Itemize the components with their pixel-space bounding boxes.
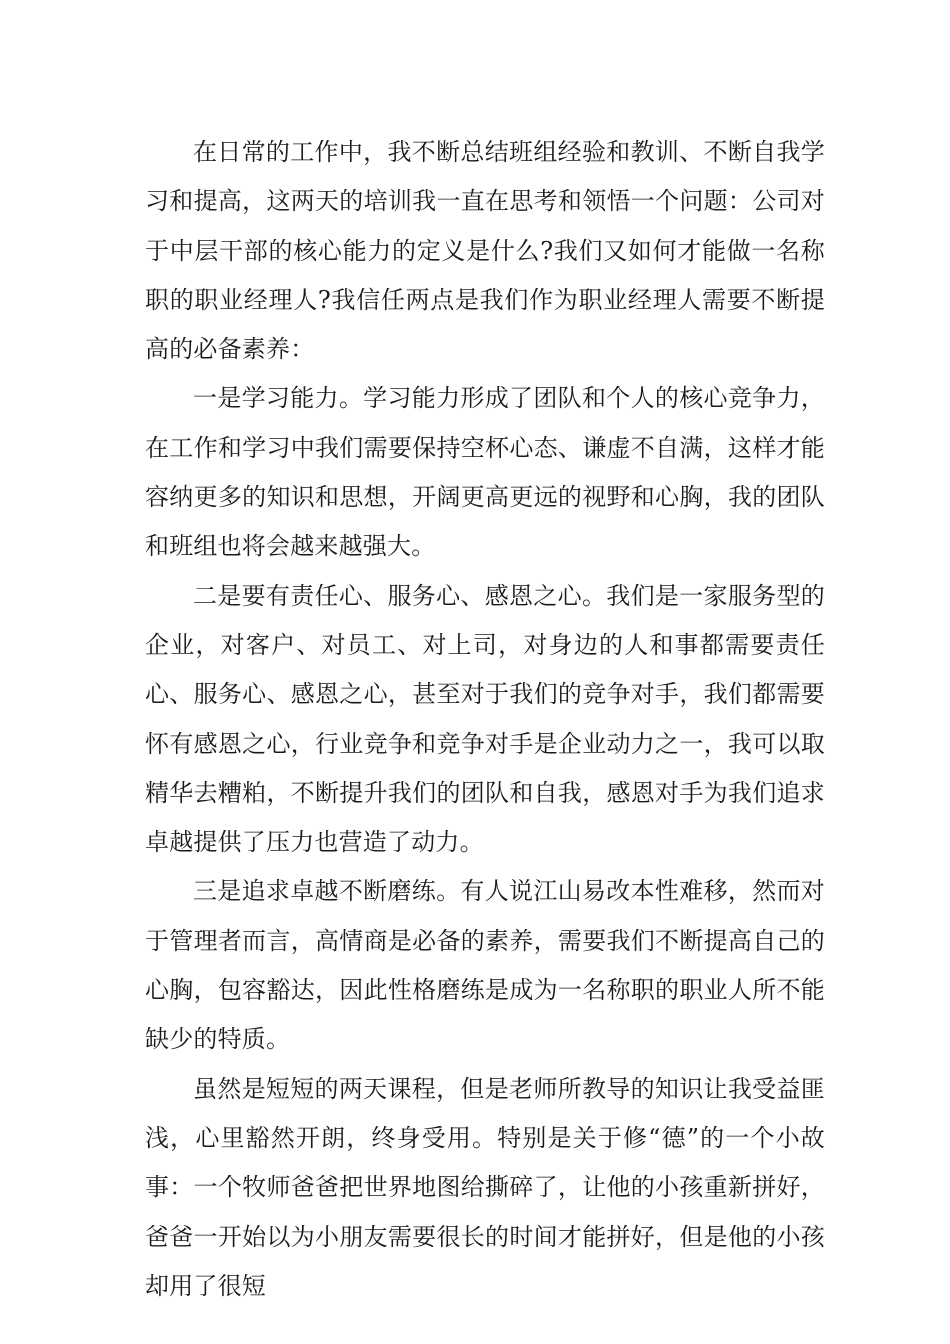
document-body (145, 128, 825, 1311)
paragraph-intro: 在日常的工作中，我不断总结班组经验和教训、不断自我学习和提高，这两天的培训我一直在思考和领悟一个问题：公司对于中层干部的核心能力的定义是什么?我们又如何才能做一名称职的职业经理人?我信任两点是我们作为职业经理人需要不断提高的必备素养： (145, 138, 825, 364)
paragraph-pursue-excellence: 三是追求卓越不断磨练。有人说江山易改本性难移，然而对于管理者而言，高情商是必备的素养，需要我们不断提高自己的心胸，包容豁达，因此性格磨练是成为一名称职的职业人所不能缺少的特质。 (145, 877, 825, 1054)
paragraph-course-story: 虽然是短短的两天课程，但是老师所教导的知识让我受益匪浅，心里豁然开朗，终身受用。特别是关于修“德”的一个小故事：一个牧师爸爸把世界地图给撕碎了，让他的小孩重新拼好，爸爸一开始以为小朋友需要很长的时间才能拼好，但是他的小孩却用了很短 (145, 1074, 825, 1300)
paragraph-learning-ability: 一是学习能力。学习能力形成了团队和个人的核心竞争力，在工作和学习中我们需要保持空杯心态、谦虚不自满，这样才能容纳更多的知识和思想，开阔更高更远的视野和心胸，我的团队和班组也将会越来越强大。 (145, 384, 825, 561)
paragraph-responsibility: 二是要有责任心、服务心、感恩之心。我们是一家服务型的企业，对客户、对员工、对上司，对身边的人和事都需要责任心、服务心、感恩之心，甚至对于我们的竞争对手，我们都需要怀有感恩之心，行业竞争和竞争对手是企业动力之一，我可以取精华去糟粕，不断提升我们的团队和自我，感恩对手为我们追求卓越提供了压力也营造了动力。 (145, 581, 825, 857)
